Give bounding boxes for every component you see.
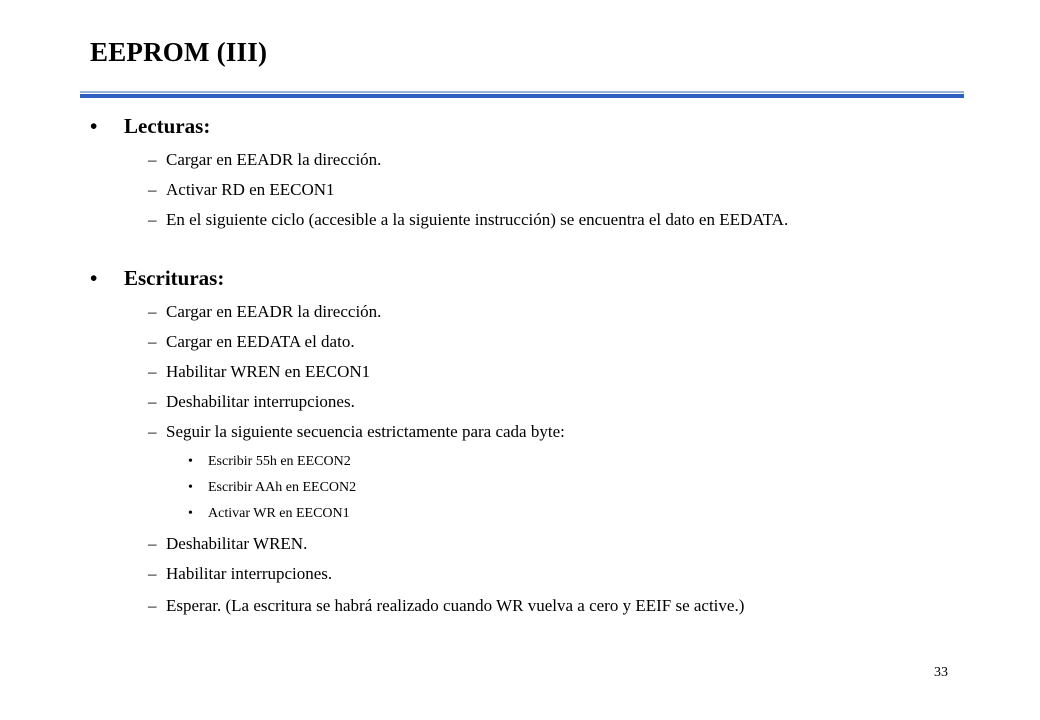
- title-underline-light: [80, 91, 964, 93]
- list-item: [148, 178, 888, 202]
- list-item: [148, 420, 888, 444]
- dash-icon: –: [148, 596, 157, 615]
- bullet-icon: •: [188, 454, 193, 469]
- page-number: 33: [934, 665, 948, 680]
- dash-icon: –: [148, 362, 157, 381]
- bullet-icon: •: [90, 266, 98, 290]
- dash-icon: –: [148, 302, 157, 321]
- section-heading-text: Lecturas:: [124, 114, 211, 138]
- list-item-text: Habilitar interrupciones.: [166, 564, 333, 583]
- sub-list-item-text: Escribir AAh en EECON2: [208, 480, 357, 495]
- list-item-text: Cargar en EEADR la dirección.: [166, 302, 382, 321]
- slide-title: EEPROM (III): [90, 37, 268, 67]
- section-heading-text: Escrituras:: [124, 266, 225, 290]
- list-item-text: Deshabilitar WREN.: [166, 534, 308, 553]
- dash-icon: –: [148, 392, 157, 411]
- dash-icon: –: [148, 180, 157, 199]
- list-item: [148, 562, 888, 586]
- list-item-text: Seguir la siguiente secuencia estrictamente para cada byte:: [166, 422, 565, 441]
- sub-list-item-text: Activar WR en EECON1: [208, 506, 350, 521]
- dash-icon: –: [148, 332, 157, 351]
- bullet-icon: •: [90, 114, 98, 138]
- list-item-text: En el siguiente ciclo (accesible a la siguiente instrucción) se encuentra el dato en EEDATA.: [166, 210, 789, 229]
- list-item: [148, 148, 888, 172]
- dash-icon: –: [148, 534, 157, 553]
- list-item: [148, 208, 888, 232]
- list-item: [148, 532, 888, 556]
- title-underline-dark: [80, 94, 964, 98]
- dash-icon: –: [148, 564, 157, 583]
- list-item-text: Esperar. (La escritura se habrá realizado cuando WR vuelva a cero y EEIF se active.): [166, 596, 745, 615]
- list-item: [148, 360, 888, 384]
- list-item: [148, 390, 888, 414]
- dash-icon: –: [148, 422, 157, 441]
- bullet-icon: •: [188, 506, 193, 521]
- list-item-text: Habilitar WREN en EECON1: [166, 362, 371, 381]
- list-item-text: Deshabilitar interrupciones.: [166, 392, 355, 411]
- dash-icon: –: [148, 150, 157, 169]
- list-item-text: Cargar en EEDATA el dato.: [166, 332, 355, 351]
- list-item: [148, 330, 888, 354]
- dash-icon: –: [148, 210, 157, 229]
- sub-list-item-text: Escribir 55h en EECON2: [208, 454, 351, 469]
- list-item: [148, 300, 888, 324]
- bullet-icon: •: [188, 480, 193, 495]
- list-item: [148, 594, 888, 618]
- list-item-text: Cargar en EEADR la dirección.: [166, 150, 382, 169]
- list-item-text: Activar RD en EECON1: [166, 180, 335, 199]
